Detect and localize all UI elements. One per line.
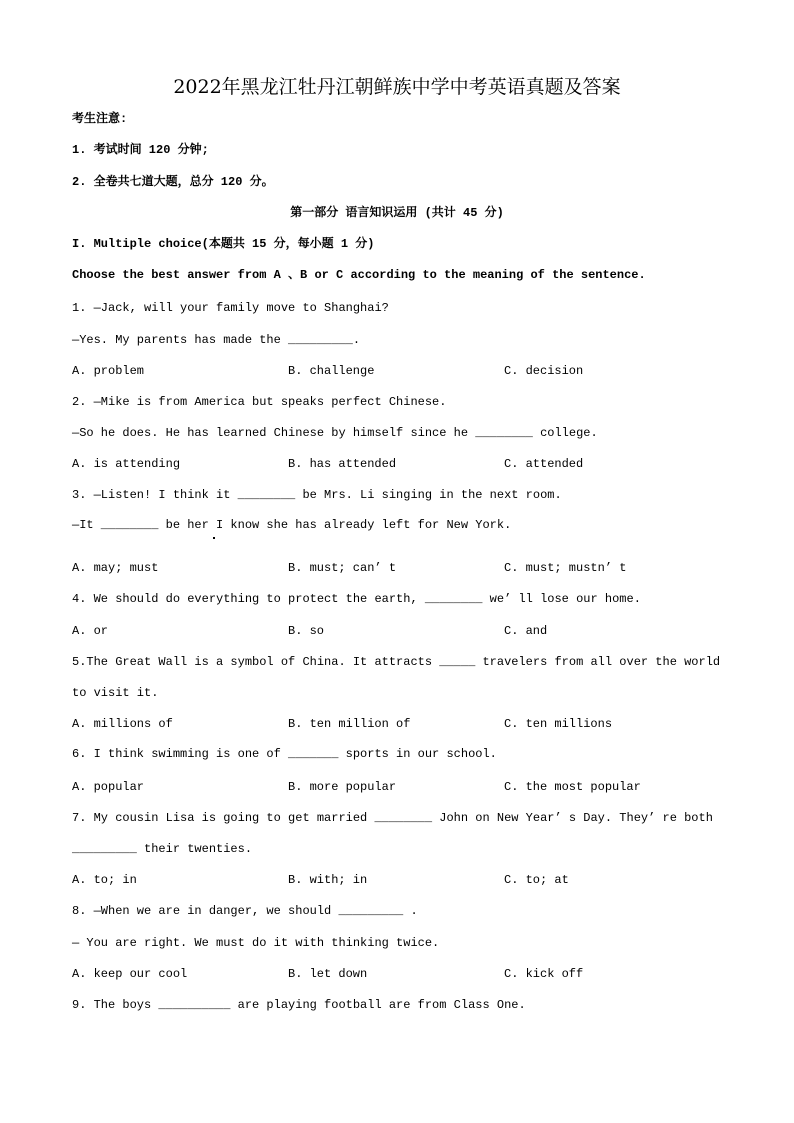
- question-line: 8. —When we are in danger, we should _________ .: [72, 904, 418, 918]
- option-b: B. challenge: [288, 364, 375, 378]
- option-b: B. ten million of: [288, 717, 411, 731]
- question-line: 6. I think swimming is one of _______ sports in our school.: [72, 747, 497, 761]
- question-line: 2. —Mike is from America but speaks perfect Chinese.: [72, 395, 447, 409]
- question-line: 1. —Jack, will your family move to Shanghai?: [72, 301, 389, 315]
- question-line: 3. —Listen! I think it ________ be Mrs. Li singing in the next room.: [72, 488, 562, 502]
- question-line: —It ________ be her I know she has already left for New York.: [72, 518, 512, 532]
- notice-item: 1. 考试时间 120 分钟;: [72, 143, 209, 157]
- question-line: 9. The boys __________ are playing football are from Class One.: [72, 998, 526, 1012]
- option-c: C. kick off: [504, 967, 584, 981]
- option-c: C. the most popular: [504, 780, 641, 794]
- option-a: A. is attending: [72, 457, 181, 471]
- option-c: C. to; at: [504, 873, 569, 887]
- option-a: A. popular: [72, 780, 145, 794]
- option-b: B. must; can’ t: [288, 561, 397, 575]
- option-a: A. problem: [72, 364, 145, 378]
- notice-item: 2. 全卷共七道大题，总分 120 分。: [72, 175, 274, 189]
- question-line: 4. We should do everything to protect the earth, ________ we’ ll lose our home.: [72, 592, 641, 606]
- part-title: 第一部分 语言知识运用 (共计 45 分): [290, 206, 504, 220]
- option-a: A. or: [72, 624, 109, 638]
- option-c: C. attended: [504, 457, 584, 471]
- option-a: A. to; in: [72, 873, 137, 887]
- option-c: C. must; mustn’ t: [504, 561, 627, 575]
- document-title: 2022年黑龙江牡丹江朝鲜族中学中考英语真题及答案: [173, 76, 621, 98]
- option-c: C. and: [504, 624, 548, 638]
- notice-heading: 考生注意:: [72, 112, 128, 126]
- option-c: C. decision: [504, 364, 584, 378]
- section-title: I. Multiple choice(本题共 15 分，每小题 1 分): [72, 237, 375, 251]
- option-a: A. may; must: [72, 561, 159, 575]
- question-line: _________ their twenties.: [72, 842, 253, 856]
- option-c: C. ten millions: [504, 717, 613, 731]
- option-b: B. with; in: [288, 873, 368, 887]
- question-line: to visit it.: [72, 686, 159, 700]
- question-line: — You are right. We must do it with thinking twice.: [72, 936, 440, 950]
- question-line: —So he does. He has learned Chinese by himself since he ________ college.: [72, 426, 598, 440]
- stray-dot: [213, 537, 215, 539]
- option-b: B. has attended: [288, 457, 397, 471]
- option-a: A. millions of: [72, 717, 173, 731]
- option-b: B. so: [288, 624, 325, 638]
- section-instruction: Choose the best answer from A 、B or C according to the meaning of the sentence.: [72, 268, 646, 282]
- question-line: 7. My cousin Lisa is going to get married ________ John on New Year’ s Day. They’ re both: [72, 811, 713, 825]
- question-line: 5.The Great Wall is a symbol of China. It attracts _____ travelers from all over the world: [72, 655, 721, 669]
- option-a: A. keep our cool: [72, 967, 188, 981]
- question-line: —Yes. My parents has made the _________.: [72, 333, 361, 347]
- option-b: B. more popular: [288, 780, 397, 794]
- option-b: B. let down: [288, 967, 368, 981]
